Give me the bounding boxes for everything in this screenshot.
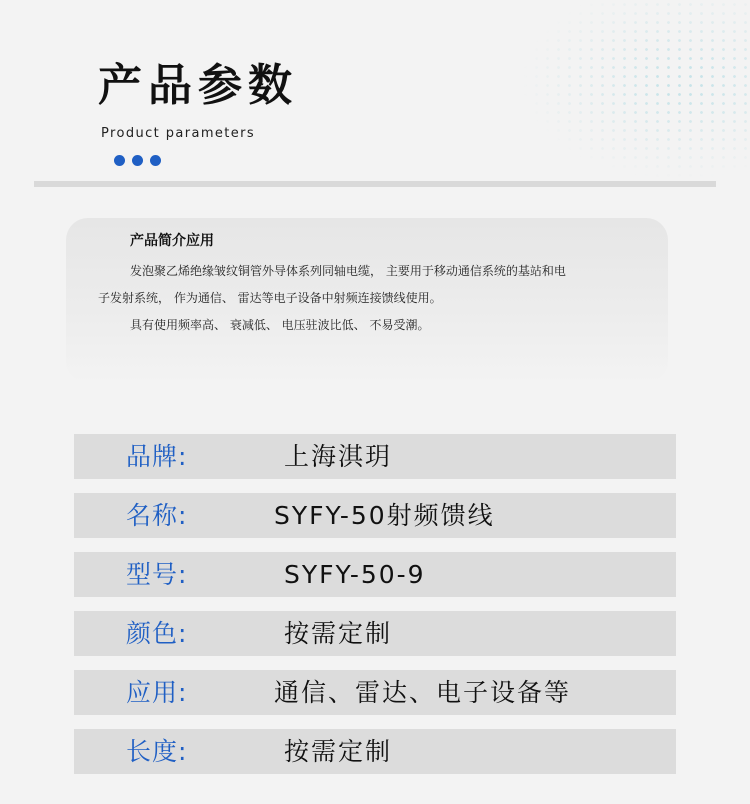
header-divider — [34, 181, 716, 187]
spec-row-application — [74, 670, 676, 715]
spec-value: 按需定制 — [284, 619, 393, 648]
spec-value: 通信、雷达、电子设备等 — [274, 678, 572, 707]
spec-row-length — [74, 729, 676, 774]
page-title: 产品参数 — [98, 60, 298, 111]
spec-label: 颜色: — [126, 619, 188, 648]
spec-value: 按需定制 — [284, 737, 393, 766]
dot-icon — [114, 155, 125, 166]
dot-pattern-decoration — [520, 0, 750, 180]
title-dots-decoration — [114, 155, 161, 166]
spec-value: 上海淇玥 — [284, 442, 393, 471]
intro-line: 具有使用频率高、 衰减低、 电压驻波比低、 不易受潮。 — [130, 318, 430, 332]
spec-row-name — [74, 493, 676, 538]
page-subtitle: Product parameters — [101, 126, 256, 141]
intro-heading: 产品简介应用 — [130, 233, 214, 249]
spec-value: SYFY-50射频馈线 — [274, 501, 495, 530]
spec-row-color — [74, 611, 676, 656]
intro-line: 子发射系统， 作为通信、 雷达等电子设备中射频连接馈线使用。 — [98, 291, 442, 305]
spec-label: 长度: — [126, 737, 188, 766]
spec-label: 名称: — [126, 501, 188, 530]
spec-value: SYFY-50-9 — [284, 560, 426, 589]
spec-label: 应用: — [126, 678, 188, 707]
spec-label: 型号: — [126, 560, 188, 589]
spec-row-brand — [74, 434, 676, 479]
intro-line: 发泡聚乙烯绝缘皱纹铜管外导体系列同轴电缆， 主要用于移动通信系统的基站和电 — [130, 264, 566, 278]
dot-icon — [132, 155, 143, 166]
intro-body — [98, 258, 638, 339]
dot-icon — [150, 155, 161, 166]
spec-label: 品牌: — [126, 442, 188, 471]
spec-row-model — [74, 552, 676, 597]
